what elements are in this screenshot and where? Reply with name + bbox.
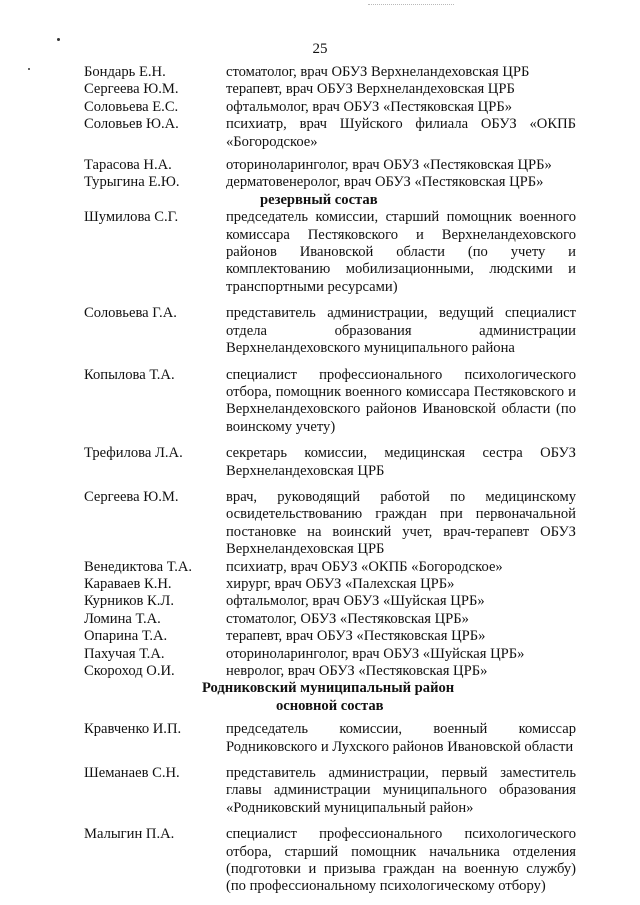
page-number: 25: [312, 41, 328, 57]
document-body: [84, 64, 576, 896]
member-description: председатель комиссии, военный комиссар Родниковского и Лухского районов Ивановской области: [226, 721, 576, 755]
reserve-heading: резервный состав: [260, 191, 378, 208]
member-description: оториноларинголог, врач ОБУЗ «Шуйская ЦРБ»: [226, 645, 525, 662]
member-description: офтальмолог, врач ОБУЗ «Шуйская ЦРБ»: [226, 593, 485, 610]
member-name: Шумилова С.Г.: [84, 209, 179, 226]
member-description: представитель администрации, первый заместитель главы администрации муниципального образования «Родниковский муниципальный район»: [226, 765, 576, 816]
member-description: терапевт, врач ОБУЗ «Пестяковская ЦРБ»: [226, 628, 486, 645]
member-name: Малыгин П.А.: [84, 826, 175, 843]
main-composition-heading: основной состав: [276, 697, 384, 714]
member-list-block1: [84, 64, 576, 192]
member-name: Кравченко И.П.: [84, 721, 182, 738]
list-item: [84, 663, 576, 680]
list-item: [84, 593, 576, 610]
scan-artifact-mark: [368, 4, 454, 7]
member-name: Сергеева Ю.М.: [84, 81, 179, 98]
member-name: Бондарь Е.Н.: [84, 64, 166, 80]
member-name: Турыгина Е.Ю.: [84, 174, 180, 191]
member-description: стоматолог, врач ОБУЗ Верхнеландеховская ЦРБ: [226, 64, 530, 80]
member-description: стоматолог, ОБУЗ «Пестяковская ЦРБ»: [226, 610, 469, 627]
list-item: [84, 559, 576, 576]
member-name: Тарасова Н.А.: [84, 157, 172, 174]
list-item: [84, 721, 576, 756]
list-item: [84, 157, 576, 174]
list-item: [84, 765, 576, 817]
list-item: [84, 305, 576, 357]
member-name: Венедиктова Т.А.: [84, 558, 193, 575]
member-name: Опарина Т.А.: [84, 628, 168, 645]
member-description: офтальмолог, врач ОБУЗ «Пестяковская ЦРБ»: [226, 98, 513, 115]
member-list-block2: [84, 209, 576, 558]
list-item: [84, 489, 576, 559]
member-list-block4: [84, 721, 576, 896]
member-description: хирург, врач ОБУЗ «Палехская ЦРБ»: [226, 575, 455, 592]
member-list-block3: [84, 559, 576, 681]
member-description: председатель комиссии, старший помощник военного комиссара Пестяковского и Верхнеландеховского районов Ивановской области (по учету и комплектованию мобилизационными, людскими и транспортными ресурсами): [226, 209, 576, 295]
member-name: Трефилова Л.А.: [84, 445, 183, 462]
member-name: Ломина Т.А.: [84, 610, 161, 627]
member-name: Сергеева Ю.М.: [84, 488, 179, 505]
member-description: представитель администрации, ведущий специалист отдела образования администрации Верхнеландеховского муниципального района: [226, 305, 576, 357]
member-description: невролог, врач ОБУЗ «Пестяковская ЦРБ»: [226, 663, 488, 679]
list-item: [84, 576, 576, 593]
list-item: [84, 116, 576, 151]
member-description: секретарь комиссии, медицинская сестра ОБУЗ Верхнеландеховская ЦРБ: [226, 445, 576, 479]
list-item: [84, 367, 576, 437]
list-item: [84, 174, 576, 191]
member-name: Курников К.Л.: [84, 593, 174, 610]
district-heading: Родниковский муниципальный район: [202, 680, 455, 697]
member-name: Соловьева Г.А.: [84, 305, 177, 322]
list-item: [84, 81, 576, 98]
list-item: [84, 209, 576, 296]
member-name: Соловьев Ю.А.: [84, 116, 179, 133]
list-item: [84, 64, 576, 81]
member-description: специалист профессионального психологического отбора, старший помощник начальника отделения (подготовки и призыва граждан на военную службу) (по профессиональному психологическому отбору): [226, 826, 576, 895]
member-description: специалист профессионального психологического отбора, помощник военного комиссара Пестяковского и Верхнеландеховского районов Ивановской области (по воинскому учету): [226, 366, 576, 435]
member-description: психиатр, врач ОБУЗ «ОКПБ «Богородское»: [226, 558, 503, 575]
list-item: [84, 826, 576, 896]
member-name: Скороход О.И.: [84, 663, 175, 679]
member-description: психиатр, врач Шуйского филиала ОБУЗ «ОКПБ «Богородское»: [226, 116, 576, 150]
member-name: Пахучая Т.А.: [84, 645, 165, 662]
member-description: дерматовенеролог, врач ОБУЗ «Пестяковская ЦРБ»: [226, 174, 544, 191]
list-item: [84, 445, 576, 480]
member-name: Соловьева Е.С.: [84, 98, 179, 115]
member-name: Копылова Т.А.: [84, 366, 175, 383]
list-item: [84, 628, 576, 645]
list-item: [84, 611, 576, 628]
member-description: оториноларинголог, врач ОБУЗ «Пестяковская ЦРБ»: [226, 157, 552, 174]
member-name: Караваев К.Н.: [84, 575, 172, 592]
member-description: врач, руководящий работой по медицинскому освидетельствованию граждан при первоначальной постановке на воинский учет, врач-терапевт ОБУЗ Верхнеландеховская ЦРБ: [226, 488, 576, 558]
list-item: [84, 646, 576, 663]
scan-dot: [28, 68, 30, 70]
member-name: Шеманаев С.Н.: [84, 765, 180, 782]
list-item: [84, 99, 576, 116]
member-description: терапевт, врач ОБУЗ Верхнеландеховская ЦРБ: [226, 81, 515, 98]
